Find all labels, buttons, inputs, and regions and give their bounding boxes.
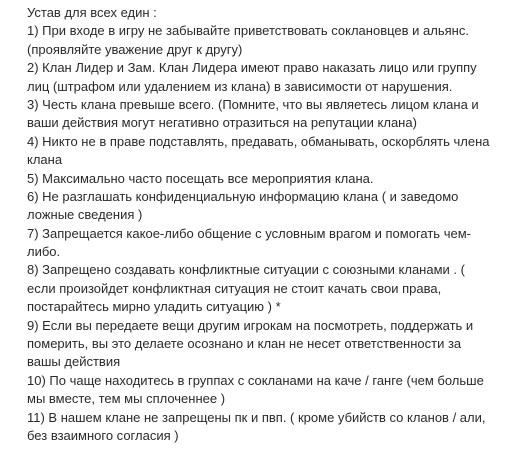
rule-line: 11) В нашем клане не запрещены пк и пвп. ( кроме убийств со кланов / али, xyxy=(27,409,486,425)
rule-line: 7) Запрещается какое-либо общение с условным врагом и помогать чем- xyxy=(27,225,471,241)
rule-line: 6) Не разглашать конфиденциальную информацию клана ( и заведомо xyxy=(27,188,459,204)
rule-line: вашы действия xyxy=(27,354,121,370)
clan-charter-text xyxy=(27,4,503,445)
rule-line: постарайтесь мирно уладить ситуацию ) * xyxy=(27,299,281,315)
rule-line: 3) Честь клана превыше всего. (Помните, что вы являетесь лицом клана и xyxy=(27,96,479,112)
rule-item xyxy=(27,133,503,170)
rule-line: 10) По чаще находитесь в группах с сокланами на каче / ганге (чем больше xyxy=(27,372,484,388)
rule-line: (проявляйте уважение друг к другу) xyxy=(27,41,243,57)
rule-item xyxy=(27,225,503,262)
rule-item xyxy=(27,409,503,446)
rule-item xyxy=(27,170,503,188)
rule-item xyxy=(27,372,503,409)
rule-line: 2) Клан Лидер и Зам. Клан Лидера имеют право наказать лицо или группу xyxy=(27,60,477,76)
rule-line: клана xyxy=(27,152,63,168)
rule-line: без взаимного согласия ) xyxy=(27,427,179,443)
rule-item xyxy=(27,188,503,225)
rule-line: мы вместе, тем мы сплоченнее ) xyxy=(27,391,226,407)
rule-line: ваши действия могут негативно отразиться на репутации клана) xyxy=(27,115,417,131)
rule-item xyxy=(27,59,503,96)
rule-line: лиц (штрафом или удалением из клана) в зависимости от нарушения. xyxy=(27,78,453,94)
rule-line: 4) Никто не в праве подставлять, предавать, обманывать, оскорблять члена xyxy=(27,133,490,149)
rule-item xyxy=(27,261,503,316)
rule-line: 9) Если вы передаете вещи другим игрокам на посмотреть, поддержать и xyxy=(27,317,474,333)
rule-line: 8) Запрещено создавать конфликтные ситуации с союзными кланами . ( xyxy=(27,262,465,278)
rule-line: 1) При входе в игру не забывайте приветствовать сокланoвцев и альянс. xyxy=(27,23,469,39)
rule-line: 5) Максимально часто посещать все мероприятия клана. xyxy=(27,170,374,186)
rules-list xyxy=(27,22,503,445)
rule-item xyxy=(27,96,503,133)
rule-item xyxy=(27,317,503,372)
rule-line: если произойдет конфликтная ситуация не стоит качать свои права, xyxy=(27,280,442,296)
rule-line: ложные сведения ) xyxy=(27,207,143,223)
rule-line: померить, вы это делаете осознано и клан не несет ответственности за xyxy=(27,336,462,352)
charter-title: Устав для всех един : xyxy=(27,5,157,20)
rule-line: либо. xyxy=(27,244,61,260)
rule-item xyxy=(27,22,503,59)
